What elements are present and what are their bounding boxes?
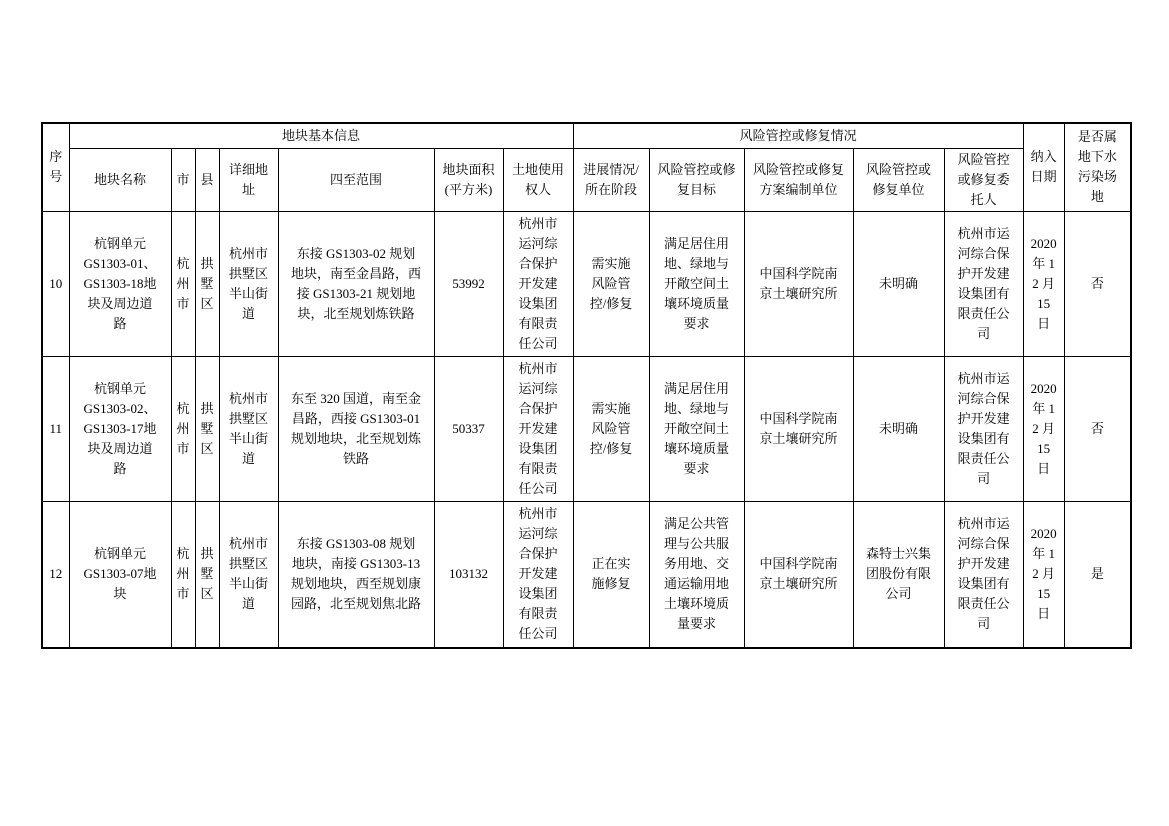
cell-area: 50337 [434,356,503,501]
cell-address: 杭州市拱墅区半山街道 [219,356,278,501]
cell-client: 杭州市运河综合保护开发建设集团有限责任公司 [944,356,1023,501]
cell-land-user: 杭州市运河综合保护开发建设集团有限责任公司 [503,501,573,648]
cell-date: 2020 年 12 月 15 日 [1023,501,1064,648]
cell-land-user: 杭州市运河综合保护开发建设集团有限责任公司 [503,356,573,501]
cell-seq: 10 [42,211,69,356]
cell-boundary: 东至 320 国道，南至金昌路，西接 GS1303-01 规划地块，北至规划炼铁路 [278,356,434,501]
cell-plan-unit: 中国科学院南京土壤研究所 [744,501,853,648]
cell-client: 杭州市运河综合保护开发建设集团有限责任公司 [944,501,1023,648]
cell-groundwater: 否 [1064,356,1131,501]
header-city: 市 [171,148,195,211]
cell-date: 2020 年 12 月 15 日 [1023,211,1064,356]
cell-client: 杭州市运河综合保护开发建设集团有限责任公司 [944,211,1023,356]
cell-seq: 12 [42,501,69,648]
cell-area: 103132 [434,501,503,648]
cell-repair-unit: 森特士兴集团股份有限公司 [853,501,944,648]
header-seq: 序号 [42,123,69,211]
cell-target: 满足居住用地、绿地与开敞空间土壤环境质量要求 [649,211,744,356]
header-plan-unit: 风险管控或修复方案编制单位 [744,148,853,211]
cell-progress: 需实施风险管控/修复 [573,356,649,501]
header-county: 县 [195,148,219,211]
cell-plan-unit: 中国科学院南京土壤研究所 [744,211,853,356]
header-groundwater: 是否属地下水污染场地 [1064,123,1131,211]
cell-city: 杭州市 [171,211,195,356]
cell-repair-unit: 未明确 [853,211,944,356]
cell-boundary: 东接 GS1303-08 规划地块，南接 GS1303-13 规划地块，西至规划康园路，北至规划焦北路 [278,501,434,648]
cell-parcel-name: 杭钢单元GS1303-01、GS1303-18地块及周边道路 [69,211,171,356]
cell-area: 53992 [434,211,503,356]
header-date: 纳入日期 [1023,123,1064,211]
cell-county: 拱墅区 [195,211,219,356]
cell-groundwater: 否 [1064,211,1131,356]
header-land-user: 土地使用权人 [503,148,573,211]
cell-county: 拱墅区 [195,356,219,501]
header-group-row [42,123,1131,148]
header-subcolumn-row [42,148,1131,211]
header-risk-group: 风险管控或修复情况 [573,123,1023,148]
cell-land-user: 杭州市运河综合保护开发建设集团有限责任公司 [503,211,573,356]
table-row [42,211,1131,356]
cell-target: 满足公共管理与公共服务用地、交通运输用地土壤环境质量要求 [649,501,744,648]
cell-seq: 11 [42,356,69,501]
cell-target: 满足居住用地、绿地与开敞空间土壤环境质量要求 [649,356,744,501]
table-row [42,501,1131,648]
table-row [42,356,1131,501]
header-client: 风险管控或修复委托人 [944,148,1023,211]
cell-city: 杭州市 [171,356,195,501]
header-basic-group: 地块基本信息 [69,123,573,148]
cell-parcel-name: 杭钢单元GS1303-02、GS1303-17地块及周边道路 [69,356,171,501]
header-area: 地块面积(平方米) [434,148,503,211]
cell-parcel-name: 杭钢单元GS1303-07地块 [69,501,171,648]
cell-repair-unit: 未明确 [853,356,944,501]
header-address: 详细地址 [219,148,278,211]
cell-plan-unit: 中国科学院南京土壤研究所 [744,356,853,501]
cell-city: 杭州市 [171,501,195,648]
cell-groundwater: 是 [1064,501,1131,648]
cell-boundary: 东接 GS1303-02 规划地块，南至金昌路，西接 GS1303-21 规划地块，北至规划炼铁路 [278,211,434,356]
header-parcel-name: 地块名称 [69,148,171,211]
cell-address: 杭州市拱墅区半山街道 [219,211,278,356]
cell-progress: 正在实施修复 [573,501,649,648]
header-progress: 进展情况/所在阶段 [573,148,649,211]
land-parcel-register-table [41,122,1132,649]
header-repair-unit: 风险管控或修复单位 [853,148,944,211]
cell-date: 2020 年 12 月 15 日 [1023,356,1064,501]
cell-county: 拱墅区 [195,501,219,648]
cell-progress: 需实施风险管控/修复 [573,211,649,356]
cell-address: 杭州市拱墅区半山街道 [219,501,278,648]
header-target: 风险管控或修复目标 [649,148,744,211]
header-boundary: 四至范围 [278,148,434,211]
